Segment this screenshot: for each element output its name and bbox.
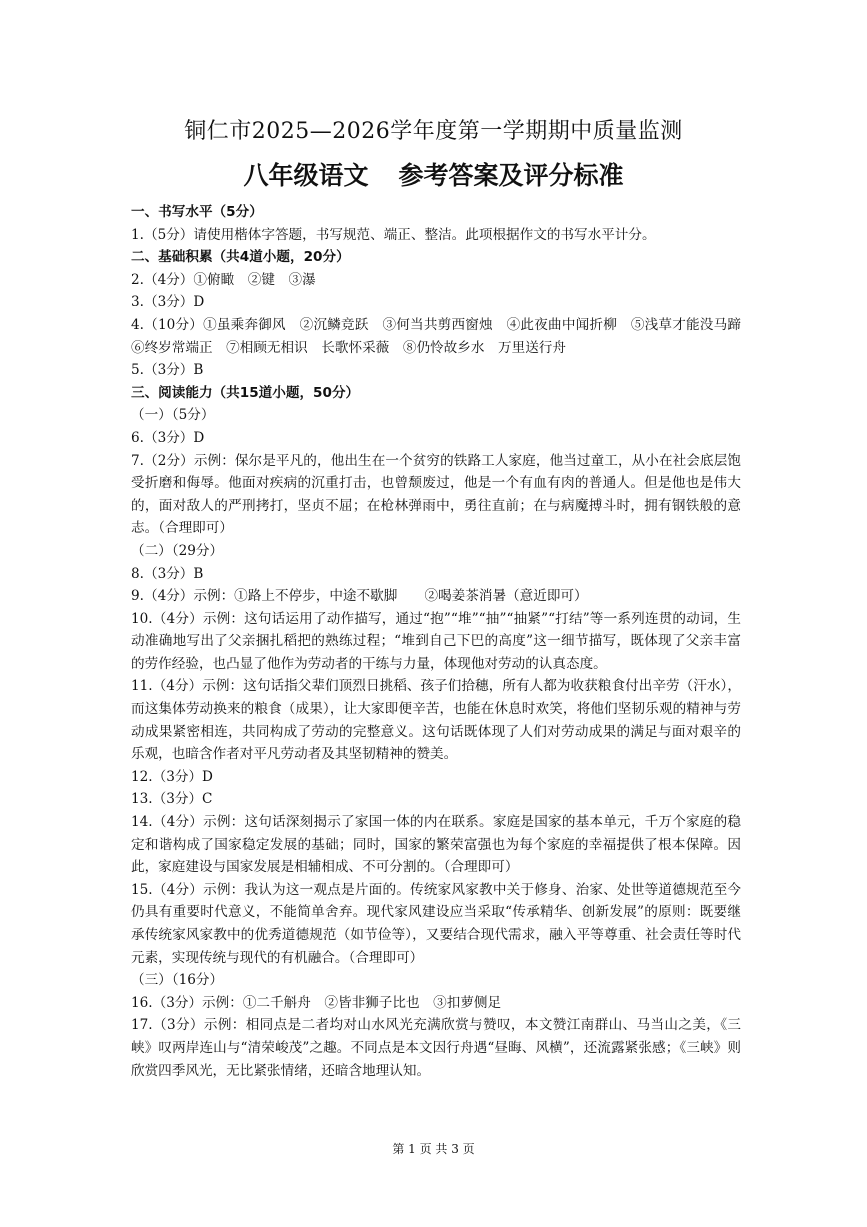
answer-item: 3.（3分）D — [131, 294, 205, 311]
section-heading: 一、书写水平（5分） — [131, 204, 263, 220]
subsection-heading: （一）（5分） — [131, 407, 215, 424]
answer-item: 12.（3分）D — [131, 768, 213, 785]
section-heading: 二、基础积累（共4道小题，20分） — [131, 249, 350, 266]
answer-item: 6.（3分）D — [131, 429, 205, 446]
answer-item: 15.（4分）示例：我认为这一观点是片面的。传统家风家教中关于修身、治家、处世等道德规范至今仍具有重要时代意义，不能简单舍弃。现代家风建设应当采取“传承精华、创新发展”的原则：既要继承传统家风家教中的优秀道德规范（如节俭等），又要结合现代需求，融入平等尊重、社会责任等时代元素，实现传统与现代的有机融合。（合理即可） — [131, 881, 741, 966]
subsection-heading: （三）（16分） — [131, 972, 224, 989]
page-number: 第 1 页 共 3 页 — [392, 1142, 475, 1156]
document-title: 铜仁市2025—2026学年度第一学期期中质量监测 — [184, 119, 683, 144]
document-subtitle — [0, 156, 867, 192]
section-heading: 三、阅读能力（共15道小题，50分） — [131, 384, 360, 401]
answer-item: 2.（4分）①俯瞰 ②键 ③瀑 — [131, 271, 316, 288]
answer-item: 7.（2分）示例：保尔是平凡的，他出生在一个贫穷的铁路工人家庭，他当过童工，从小在社会底层饱受折磨和侮辱。他面对疾病的沉重打击，也曾颓废过，他是一个有血有肉的普通人。但是他也是伟大的，面对敌人的严刑拷打，坚贞不屈；在枪林弹雨中，勇往直前；在与病魔搏斗时，拥有钢铁般的意志。（合理即可） — [131, 452, 741, 537]
answer-item: 5.（3分）B — [131, 362, 204, 379]
answer-item: 14.（4分）示例：这句话深刻揭示了家国一体的内在联系。家庭是国家的基本单元，千万个家庭的稳定和谐构成了国家稳定发展的基础；同时，国家的繁荣富强也为每个家庭的幸福提供了根本保障。因此，家庭建设与国家发展是相辅相成、不可分割的。（合理即可） — [131, 814, 741, 876]
answer-item: 13.（3分）C — [131, 791, 213, 808]
subtitle-grade: 八年级语文 — [243, 161, 369, 190]
answer-content — [131, 201, 755, 1082]
answer-item: 1.（5分）请使用楷体字答题，书写规范、端正、整洁。此项根据作文的书写水平计分。 — [131, 226, 656, 243]
subtitle-answer-key: 参考答案及评分标准 — [398, 161, 624, 190]
answer-item: 9.（4分）示例：①路上不停步，中途不歇脚 ②喝姜茶消暑（意近即可） — [131, 588, 588, 605]
answer-item: 10.（4分）示例：这句话运用了动作描写，通过“抱”“堆”“抽”“抽紧”“打结”等一系列连贯的动词，生动准确地写出了父亲捆扎稻把的熟练过程；“堆到自己下巴的高度”这一细节描写，既体现了父亲丰富的劳作经验，也凸显了他作为劳动者的干练与力量，体现他对劳动的认真态度。 — [131, 610, 741, 672]
subsection-heading: （二）（29分） — [131, 542, 224, 559]
answer-item: 16.（3分）示例：①二千斛舟 ②皆非狮子比也 ③扣萝侧足 — [131, 994, 502, 1011]
answer-item: 17.（3分）示例：相同点是二者均对山水风光充满欣赏与赞叹，本文赞江南群山、马当山之美，《三峡》叹两岸连山与“清荣峻茂”之趣。不同点是本文因行舟遇“昼晦、风横”，还流露紧张感；《三峡》则欣赏四季风光，无比紧张情绪，还暗含地理认知。 — [131, 1017, 741, 1079]
answer-item: 8.（3分）B — [131, 565, 204, 582]
answer-item: 4.（10分）①虽乘奔御风 ②沉鳞竞跃 ③何当共剪西窗烛 ④此夜曲中闻折柳 ⑤浅草才能没马蹄 ⑥终岁常端正 ⑦相顾无相识 长歌怀采薇 ⑧仍怜故乡水 万里送行舟 — [131, 316, 755, 356]
answer-item: 11.（4分）示例：这句话指父辈们顶烈日挑稻、孩子们拾穗，所有人都为收获粮食付出辛劳（汗水），而这集体劳动换来的粮食（成果），让大家即便辛苦，也能在休息时欢笑，将他们坚韧乐观的精神与劳动成果紧密相连，共同构成了劳动的完整意义。这句话既体现了人们对劳动成果的满足与面对艰辛的乐观，也暗含作者对平凡劳动者及其坚韧精神的赞美。 — [131, 678, 741, 763]
